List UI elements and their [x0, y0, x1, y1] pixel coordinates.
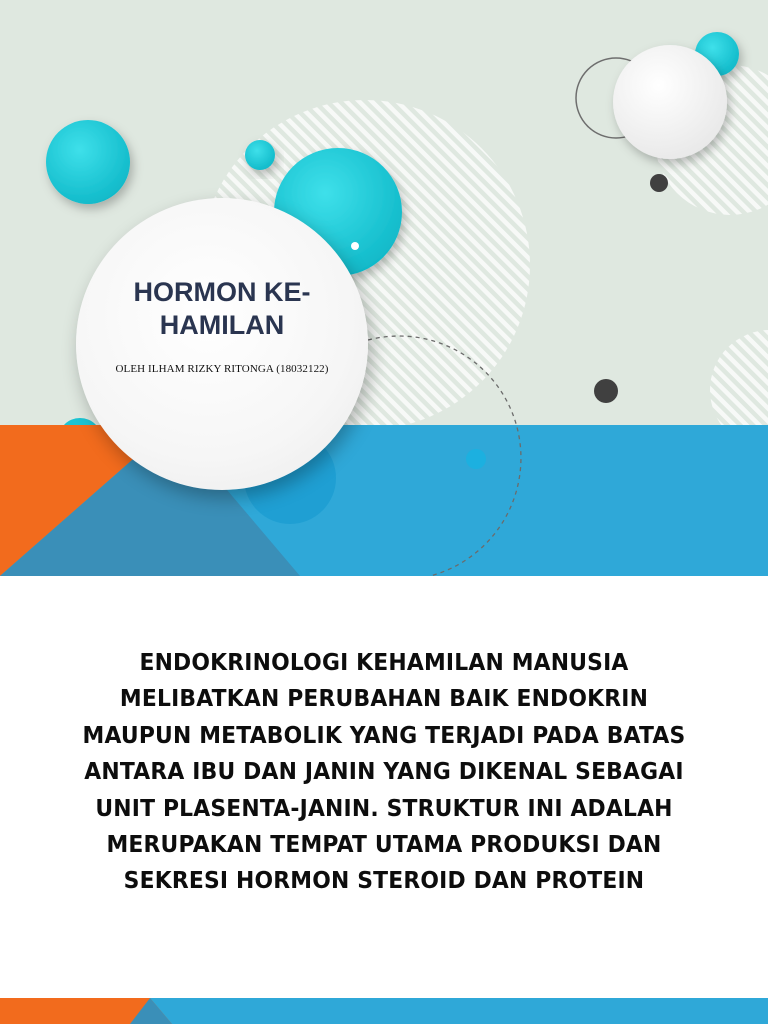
- dark-dot: [594, 379, 618, 403]
- white-dot: [351, 242, 359, 250]
- body-paragraph: ENDOKRINOLOGI KEHAMILAN MANUSIA MELIBATKAN PERUBAHAN BAIK ENDOKRIN MAUPUN METABOLIK YANG TERJADI PADA BATAS ANTARA IBU DAN JANIN YANG DIKENAL SEBAGAI UNIT PLASENTA-JANIN. STRUKTUR INI ADALAH MERUPAKAN TEMPAT UTAMA PRODUKSI DAN SEKRESI HORMON STEROID DAN PROTEIN: [82, 648, 686, 895]
- slide-title: HORMON KE-HAMILAN: [133, 277, 311, 340]
- footer-strip: [0, 998, 768, 1024]
- title-disc: [76, 198, 368, 490]
- teal-circle-left: [46, 120, 130, 204]
- teal-circle-small: [245, 140, 275, 170]
- dark-dot-small: [650, 174, 668, 192]
- content-slide: [0, 576, 768, 1024]
- blue-dot-on-arc: [466, 449, 486, 469]
- slide-subtitle: OLEH ILHAM RIZKY RITONGA (18032122): [115, 363, 329, 375]
- white-circle-top-right: [613, 45, 727, 159]
